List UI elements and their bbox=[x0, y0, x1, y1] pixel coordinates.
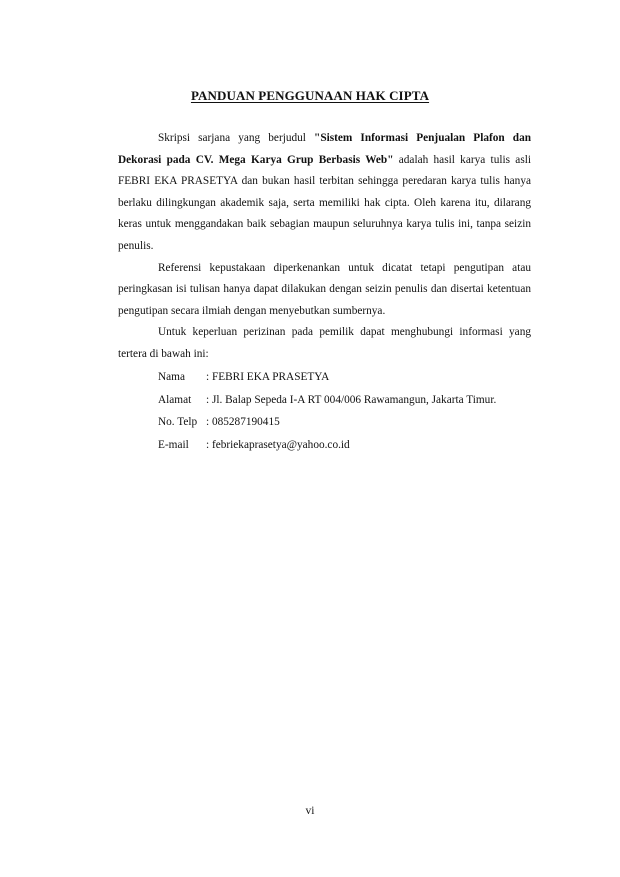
document-body bbox=[118, 128, 531, 366]
paragraph-2: Referensi kepustakaan diperkenankan untuk dicatat tetapi pengutipan atau peringkasan isi tulisan hanya dapat dilakukan dengan seizin penulis dan disertai ketentuan pengutipan secara ilmiah dengan menyebutkan sumbernya. bbox=[118, 261, 531, 317]
contact-label: Alamat bbox=[158, 393, 192, 406]
contact-info bbox=[158, 366, 496, 456]
contact-row-phone bbox=[158, 411, 496, 434]
contact-value: : Jl. Balap Sepeda I-A RT 004/006 Rawamangun, Jakarta Timur. bbox=[206, 393, 497, 406]
contact-label: No. Telp bbox=[158, 416, 198, 428]
paragraph-1 bbox=[118, 128, 531, 258]
contact-value: : 085287190415 bbox=[206, 416, 280, 428]
page-title: PANDUAN PENGGUNAAN HAK CIPTA bbox=[190, 88, 430, 103]
paragraph-1-intro: Skripsi sarjana yang berjudul bbox=[158, 132, 315, 144]
contact-row-email bbox=[158, 434, 496, 457]
contact-value: : FEBRI EKA PRASETYA bbox=[206, 371, 330, 383]
page-number: vi bbox=[305, 805, 315, 817]
contact-label: E-mail bbox=[158, 438, 189, 451]
thesis-title: "Sistem Informasi Penjualan Plafon dan Dekorasi pada CV. Mega Karya Grup Berbasis Web" bbox=[118, 132, 532, 166]
paragraph-3: Untuk keperluan perizinan pada pemilik dapat menghubungi informasi yang tertera di bawah ini: bbox=[118, 326, 531, 360]
contact-value: : febriekaprasetya@yahoo.co.id bbox=[206, 438, 350, 451]
contact-row-address bbox=[158, 389, 496, 412]
contact-row-name bbox=[158, 366, 496, 389]
paragraph-1-rest: adalah hasil karya tulis asli FEBRI EKA PRASETYA dan bukan hasil terbitan sehingga peredaran karya tulis hanya berlaku dilingkungan akademik saja, serta memiliki hak cipta. Oleh karena itu, dilarang keras untuk menggandakan baik sebagian maupun seluruhnya karya tulis ini, tanpa seizin penulis. bbox=[118, 153, 531, 252]
contact-label: Nama bbox=[158, 371, 185, 383]
